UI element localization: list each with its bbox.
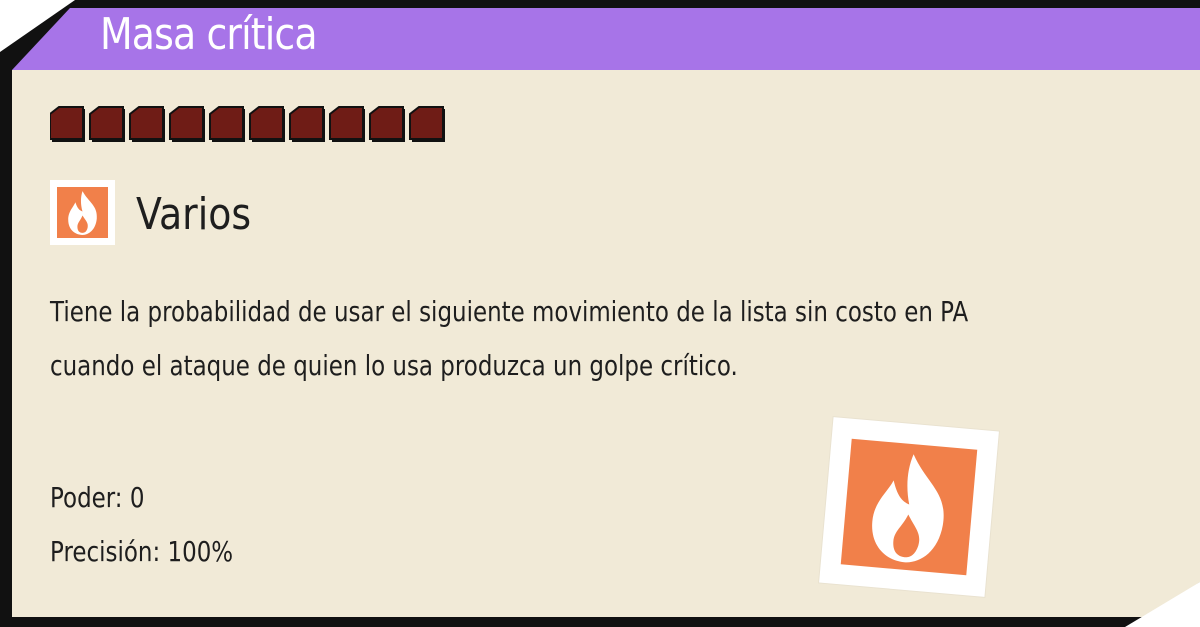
pp-pips — [50, 106, 450, 148]
pp-pip — [50, 107, 85, 142]
type-illustration — [819, 417, 999, 597]
pp-pip — [170, 107, 205, 142]
pp-pip — [370, 107, 405, 142]
move-title: Masa crítica — [100, 9, 317, 60]
pp-pip — [410, 107, 445, 142]
move-description — [50, 285, 993, 393]
description-line: cuando el ataque de quien lo usa produzca un golpe crítico. — [50, 349, 738, 382]
fire-icon — [57, 187, 108, 238]
pp-pip — [250, 107, 285, 142]
type-badge — [50, 180, 115, 245]
power-stat: Poder: 0 — [50, 481, 145, 514]
pp-pip — [210, 107, 245, 142]
pp-pip — [90, 107, 125, 142]
fire-icon — [841, 439, 978, 576]
pp-pip — [290, 107, 325, 142]
accuracy-stat: Precisión: 100% — [50, 535, 234, 568]
type-label: Varios — [136, 189, 252, 240]
pp-pip — [330, 107, 365, 142]
description-line: Tiene la probabilidad de usar el siguiente movimiento de la lista sin costo en PA — [50, 295, 969, 328]
pp-pip — [130, 107, 165, 142]
